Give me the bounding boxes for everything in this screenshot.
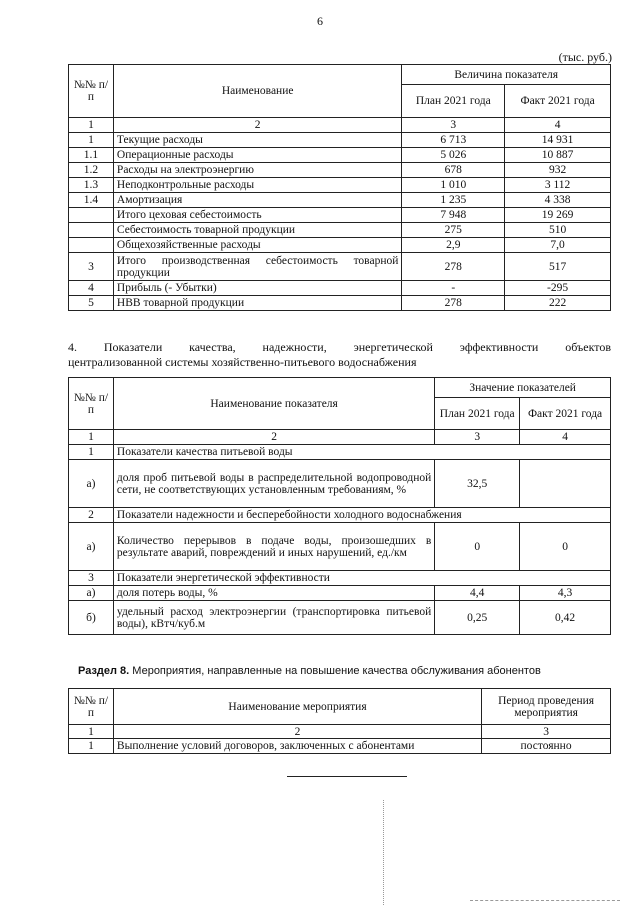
- col-value-group-header: Значение показателей: [435, 378, 611, 398]
- col-plan-header: План 2021 года: [435, 398, 520, 430]
- table-row: [69, 523, 611, 571]
- index-cell: 1: [69, 430, 114, 445]
- unit-note: (тыс. руб.): [558, 50, 612, 64]
- row-name-cell: Итого производственная себестоимость товарной продукции: [113, 253, 401, 281]
- table-row: [69, 223, 611, 238]
- index-row: [69, 725, 611, 739]
- row-fact-cell: 14 931: [505, 133, 611, 148]
- row-number-cell: 3: [69, 253, 114, 281]
- index-cell: 3: [402, 118, 505, 133]
- scan-fold-line: [383, 800, 384, 905]
- row-number-cell: б): [69, 601, 114, 635]
- row-number-cell: 1: [69, 445, 114, 460]
- row-number-cell: 1: [69, 739, 114, 754]
- row-plan-cell: 1 235: [402, 193, 505, 208]
- col-fact-header: Факт 2021 года: [520, 398, 611, 430]
- row-name-cell: Текущие расходы: [113, 133, 401, 148]
- row-number-cell: [69, 238, 114, 253]
- table-row: [69, 460, 611, 508]
- row-fact-cell: 19 269: [505, 208, 611, 223]
- row-plan-cell: 0,25: [435, 601, 520, 635]
- section-8-label: Раздел 8.: [78, 665, 130, 677]
- activities-table: [68, 688, 611, 754]
- table-row: [69, 601, 611, 635]
- row-number-cell: 1.1: [69, 148, 114, 163]
- table-row: [69, 148, 611, 163]
- table-row: [69, 281, 611, 296]
- row-plan-cell: 6 713: [402, 133, 505, 148]
- index-row: [69, 430, 611, 445]
- row-plan-cell: 5 026: [402, 148, 505, 163]
- scan-edge-mark: [470, 900, 620, 901]
- index-cell: 3: [435, 430, 520, 445]
- table-row: [69, 178, 611, 193]
- row-name-cell: Прибыль (- Убытки): [113, 281, 401, 296]
- row-plan-cell: 275: [402, 223, 505, 238]
- activity-period-cell: постоянно: [482, 739, 611, 754]
- col-plan-header: План 2021 года: [402, 85, 505, 118]
- row-number-cell: а): [69, 586, 114, 601]
- row-fact-cell: 0,42: [520, 601, 611, 635]
- row-fact-cell: 0: [520, 523, 611, 571]
- col-period-header: Период проведения мероприятия: [482, 689, 611, 725]
- section-row: [69, 571, 611, 586]
- index-cell: 1: [69, 118, 114, 133]
- row-plan-cell: 32,5: [435, 460, 520, 508]
- section-4-line-2: централизованной системы хозяйственно-питьевого водоснабжения: [68, 355, 417, 369]
- row-name-cell: Амортизация: [113, 193, 401, 208]
- section-8-heading: [78, 665, 541, 677]
- row-name-cell: Себестоимость товарной продукции: [113, 223, 401, 238]
- row-name-cell: Итого цеховая себестоимость: [113, 208, 401, 223]
- section-title-cell: Показатели надежности и бесперебойности холодного водоснабжения: [113, 508, 610, 523]
- table-row: [69, 208, 611, 223]
- index-cell: 1: [69, 725, 114, 739]
- row-fact-cell: 3 112: [505, 178, 611, 193]
- row-name-cell: Расходы на электроэнергию: [113, 163, 401, 178]
- row-name-cell: доля проб питьевой воды в распределительной водопроводной сети, не соответствующих установленным требованиям, %: [113, 460, 434, 508]
- financial-indicators-table: [68, 64, 611, 311]
- col-number-header: №№ п/п: [69, 65, 114, 118]
- section-row: [69, 445, 611, 460]
- table-row: [69, 133, 611, 148]
- col-name-header: Наименование: [113, 65, 401, 118]
- row-number-cell: 1.2: [69, 163, 114, 178]
- row-plan-cell: -: [402, 281, 505, 296]
- row-fact-cell: 7,0: [505, 238, 611, 253]
- row-number-cell: 1: [69, 133, 114, 148]
- page-number: 6: [317, 14, 323, 28]
- col-number-header: №№ п/п: [69, 689, 114, 725]
- index-cell: 2: [113, 430, 434, 445]
- section-4-line-1: 4. Показатели качества, надежности, энергетической эффективности объектов: [68, 340, 611, 354]
- row-plan-cell: 7 948: [402, 208, 505, 223]
- row-name-cell: НВВ товарной продукции: [113, 296, 401, 311]
- row-fact-cell: 4 338: [505, 193, 611, 208]
- row-plan-cell: 1 010: [402, 178, 505, 193]
- table-row: [69, 193, 611, 208]
- row-name-cell: Неподконтрольные расходы: [113, 178, 401, 193]
- col-fact-header: Факт 2021 года: [505, 85, 611, 118]
- table-row: [69, 296, 611, 311]
- activity-name-cell: Выполнение условий договоров, заключенных с абонентами: [113, 739, 481, 754]
- quality-indicators-table: [68, 377, 611, 635]
- row-plan-cell: 0: [435, 523, 520, 571]
- table-row: [69, 253, 611, 281]
- index-cell: 4: [520, 430, 611, 445]
- row-name-cell: доля потерь воды, %: [113, 586, 434, 601]
- section-4-heading: [68, 340, 611, 370]
- section-8-title: Мероприятия, направленные на повышение качества обслуживания абонентов: [132, 665, 541, 677]
- section-title-cell: Показатели качества питьевой воды: [113, 445, 610, 460]
- row-number-cell: [69, 223, 114, 238]
- row-plan-cell: 678: [402, 163, 505, 178]
- row-fact-cell: 10 887: [505, 148, 611, 163]
- table-row: [69, 586, 611, 601]
- table-row: [69, 238, 611, 253]
- col-name-header: Наименование мероприятия: [113, 689, 481, 725]
- row-plan-cell: 4,4: [435, 586, 520, 601]
- row-number-cell: а): [69, 460, 114, 508]
- row-number-cell: [69, 208, 114, 223]
- index-cell: 4: [505, 118, 611, 133]
- row-number-cell: 1.4: [69, 193, 114, 208]
- row-name-cell: удельный расход электроэнергии (транспортировка питьевой воды), кВтч/куб.м: [113, 601, 434, 635]
- row-number-cell: а): [69, 523, 114, 571]
- table-row: [69, 163, 611, 178]
- index-row: [69, 118, 611, 133]
- row-name-cell: Общехозяйственные расходы: [113, 238, 401, 253]
- row-number-cell: 2: [69, 508, 114, 523]
- section-title-cell: Показатели энергетической эффективности: [113, 571, 610, 586]
- row-number-cell: 4: [69, 281, 114, 296]
- row-fact-cell: 517: [505, 253, 611, 281]
- row-name-cell: Операционные расходы: [113, 148, 401, 163]
- row-fact-cell: 222: [505, 296, 611, 311]
- row-plan-cell: 2,9: [402, 238, 505, 253]
- index-cell: 2: [113, 118, 401, 133]
- bottom-rule: [287, 776, 407, 777]
- row-number-cell: 1.3: [69, 178, 114, 193]
- row-plan-cell: 278: [402, 253, 505, 281]
- row-number-cell: 3: [69, 571, 114, 586]
- col-number-header: №№ п/п: [69, 378, 114, 430]
- row-fact-cell: [520, 460, 611, 508]
- section-row: [69, 508, 611, 523]
- index-cell: 3: [482, 725, 611, 739]
- row-fact-cell: 510: [505, 223, 611, 238]
- row-fact-cell: -295: [505, 281, 611, 296]
- row-plan-cell: 278: [402, 296, 505, 311]
- col-name-header: Наименование показателя: [113, 378, 434, 430]
- row-number-cell: 5: [69, 296, 114, 311]
- row-fact-cell: 932: [505, 163, 611, 178]
- index-cell: 2: [113, 725, 481, 739]
- row-fact-cell: 4,3: [520, 586, 611, 601]
- row-name-cell: Количество перерывов в подаче воды, произошедших в результате аварий, повреждений и иных нарушений, ед./км: [113, 523, 434, 571]
- col-value-group-header: Величина показателя: [402, 65, 611, 85]
- table-row: [69, 739, 611, 754]
